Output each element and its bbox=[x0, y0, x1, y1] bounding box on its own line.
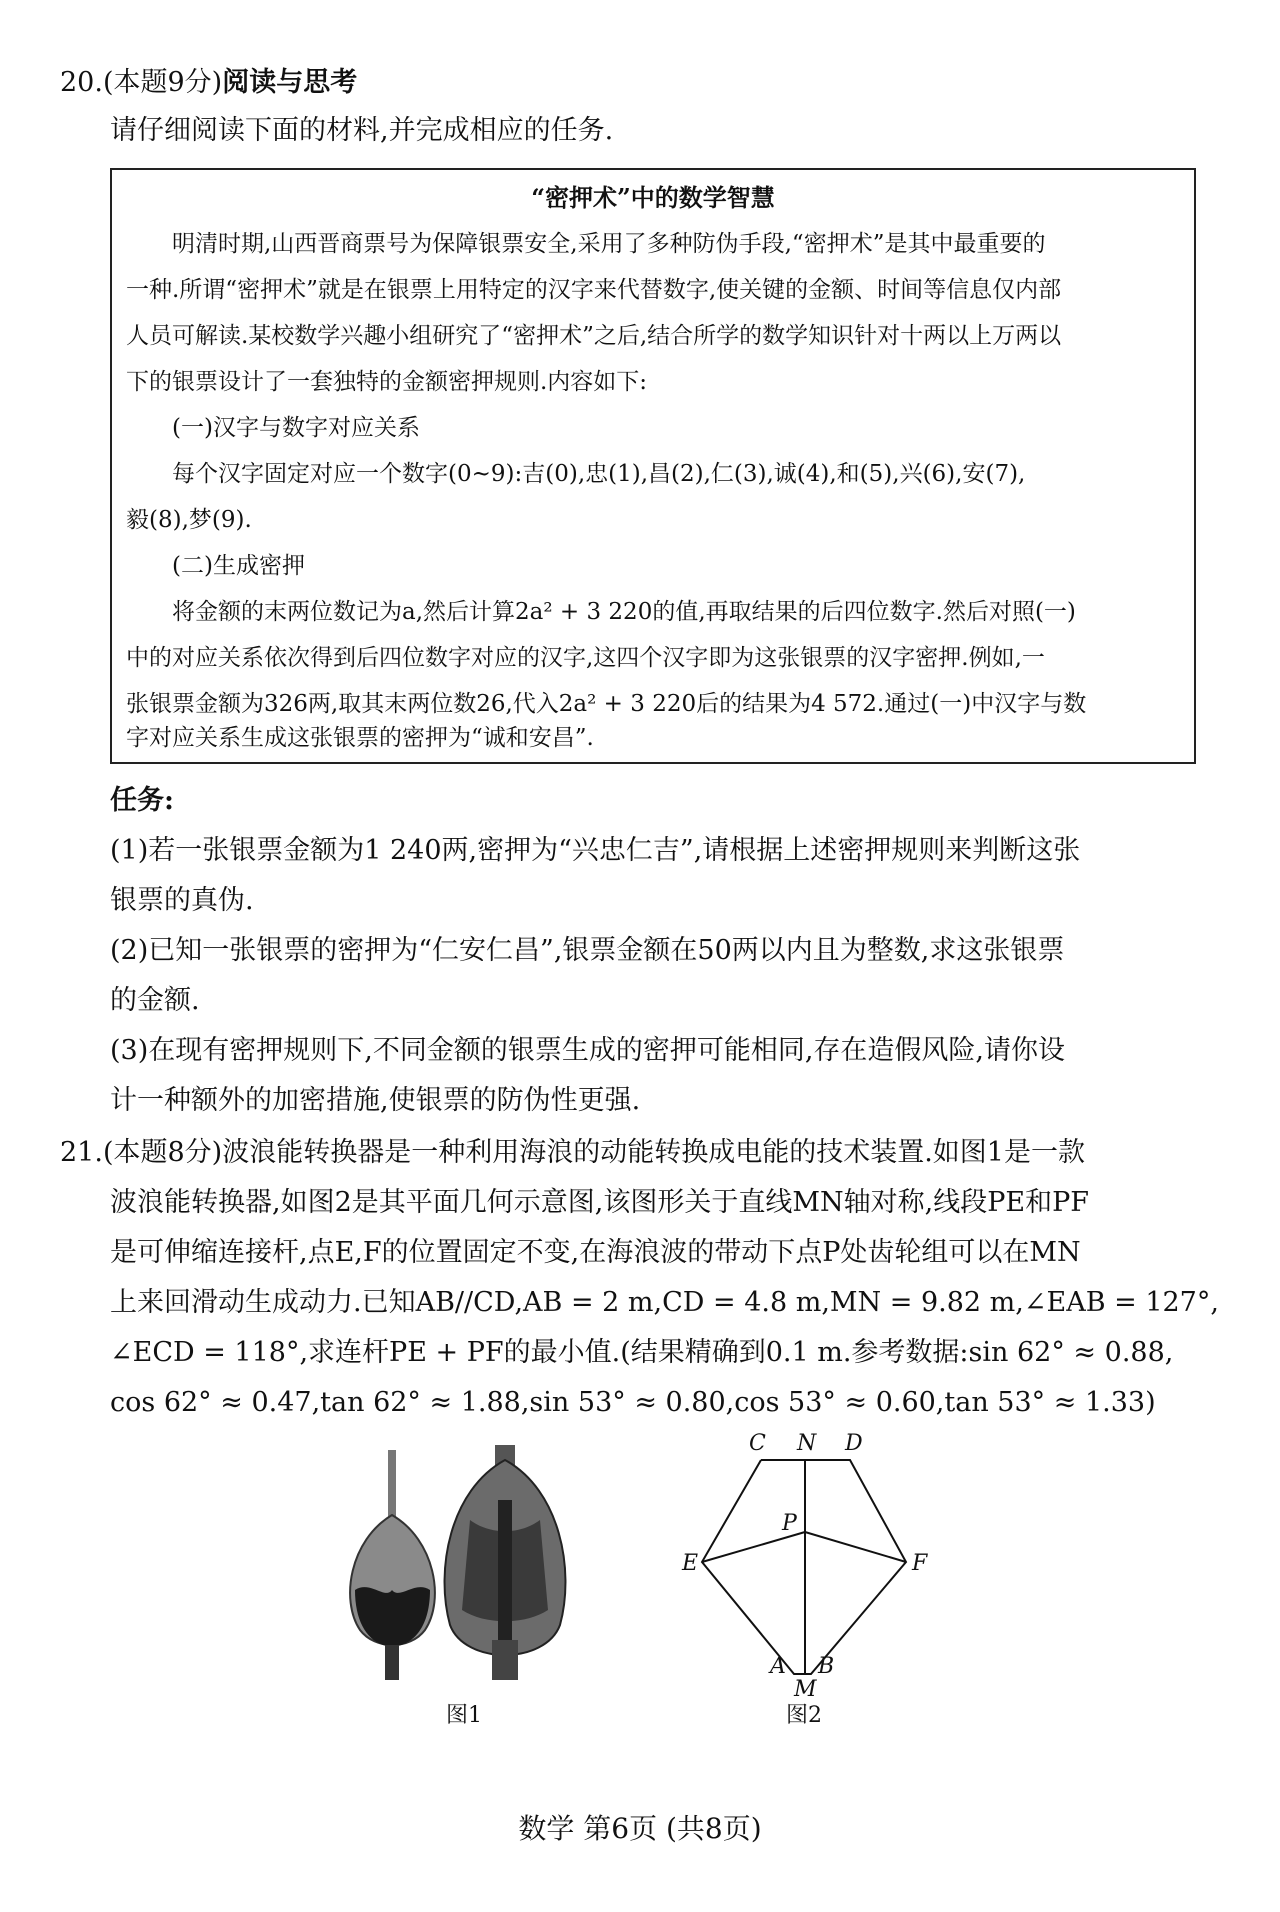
q20-header bbox=[60, 66, 357, 100]
material-text: 张银票金额为326两,取其末两位数26,代入2a² + 3 220后的结果为4 572.通过(一)中汉字与数 bbox=[126, 691, 1087, 717]
material-text: 中的对应关系依次得到后四位数字对应的汉字,这四个汉字即为这张银票的汉字密押.例如,一 bbox=[126, 645, 1045, 671]
label-c: C bbox=[749, 1431, 766, 1456]
task-line: 的金额. bbox=[110, 985, 200, 1016]
q21-line: cos 62° ≈ 0.47,tan 62° ≈ 1.88,sin 53° ≈ 0.80,cos 53° ≈ 0.60,tan 53° ≈ 1.33) bbox=[110, 1387, 1156, 1418]
label-p: P bbox=[782, 1511, 797, 1536]
section-heading: (二)生成密押 bbox=[172, 553, 305, 579]
figure-1-device-photo bbox=[330, 1440, 600, 1690]
label-b: B bbox=[818, 1654, 835, 1679]
material-text: 下的银票设计了一套独特的金额密押规则.内容如下: bbox=[126, 369, 648, 395]
material-text: 人员可解读.某校数学兴趣小组研究了“密押术”之后,结合所学的数学知识针对十两以上万两以 bbox=[126, 323, 1062, 349]
material-title: “密押术”中的数学智慧 bbox=[531, 183, 775, 212]
q21-number: 21. bbox=[60, 1137, 103, 1168]
section-heading: (一)汉字与数字对应关系 bbox=[172, 415, 420, 441]
q21-text: (本题8分)波浪能转换器是一种利用海浪的动能转换成电能的技术装置.如图1是一款 bbox=[102, 1137, 1085, 1168]
tasks-label: 任务: bbox=[110, 785, 174, 816]
figure-2-caption: 图2 bbox=[786, 1703, 822, 1728]
label-e: E bbox=[682, 1551, 699, 1576]
q20-number: 20. bbox=[60, 67, 103, 98]
material-text: 明清时期,山西晋商票号为保障银票安全,采用了多种防伪手段,“密押术”是其中最重要的 bbox=[172, 231, 1046, 257]
q21-line: 是可伸缩连接杆,点E,F的位置固定不变,在海浪波的带动下点P处齿轮组可以在MN bbox=[110, 1237, 1081, 1268]
rod-pf bbox=[805, 1532, 906, 1562]
label-a: A bbox=[770, 1654, 786, 1679]
label-m: M bbox=[794, 1677, 817, 1700]
label-f: F bbox=[912, 1551, 928, 1576]
q21-line: ∠ECD = 118°,求连杆PE + PF的最小值.(结果精确到0.1 m.参考数据:sin 62° ≈ 0.88, bbox=[110, 1337, 1174, 1368]
task-line: 计一种额外的加密措施,使银票的防伪性更强. bbox=[110, 1085, 641, 1116]
material-text: 一种.所谓“密押术”就是在银票上用特定的汉字来代替数字,使关键的金额、时间等信息仅内部 bbox=[126, 277, 1062, 303]
figure-1-caption: 图1 bbox=[446, 1703, 482, 1728]
material-text: 字对应关系生成这张银票的密押为“诚和安昌”. bbox=[126, 725, 594, 751]
material-box bbox=[110, 168, 1196, 764]
q20-intro: 请仔细阅读下面的材料,并完成相应的任务. bbox=[110, 115, 614, 146]
material-text: 每个汉字固定对应一个数字(0~9):吉(0),忠(1),昌(2),仁(3),诚(4),和(5),兴(6),安(7), bbox=[172, 461, 1026, 487]
figure-2-diagram bbox=[680, 1430, 940, 1700]
task-line: 银票的真伪. bbox=[110, 885, 254, 916]
page-footer: 数学 第6页 (共8页) bbox=[518, 1812, 762, 1845]
q20-points: (本题9分) bbox=[102, 67, 223, 98]
q21-line: 波浪能转换器,如图2是其平面几何示意图,该图形关于直线MN轴对称,线段PE和PF bbox=[110, 1187, 1089, 1218]
label-n: N bbox=[797, 1431, 817, 1456]
label-d: D bbox=[845, 1431, 863, 1456]
task-line: (1)若一张银票金额为1 240两,密押为“兴忠仁吉”,请根据上述密押规则来判断这张 bbox=[110, 835, 1081, 866]
task-line: (3)在现有密押规则下,不同金额的银票生成的密押可能相同,存在造假风险,请你设 bbox=[110, 1035, 1065, 1066]
material-text: 将金额的末两位数记为a,然后计算2a² + 3 220的值,再取结果的后四位数字.然后对照(一) bbox=[172, 599, 1076, 625]
q20-title: 阅读与思考 bbox=[222, 67, 358, 98]
task-line: (2)已知一张银票的密押为“仁安仁昌”,银票金额在50两以内且为整数,求这张银票 bbox=[110, 935, 1065, 966]
q21-line: 上来回滑动生成动力.已知AB//CD,AB = 2 m,CD = 4.8 m,MN = 9.82 m,∠EAB = 127°, bbox=[110, 1287, 1219, 1318]
q21-line bbox=[60, 1136, 1085, 1170]
material-text: 毅(8),梦(9). bbox=[126, 507, 252, 533]
